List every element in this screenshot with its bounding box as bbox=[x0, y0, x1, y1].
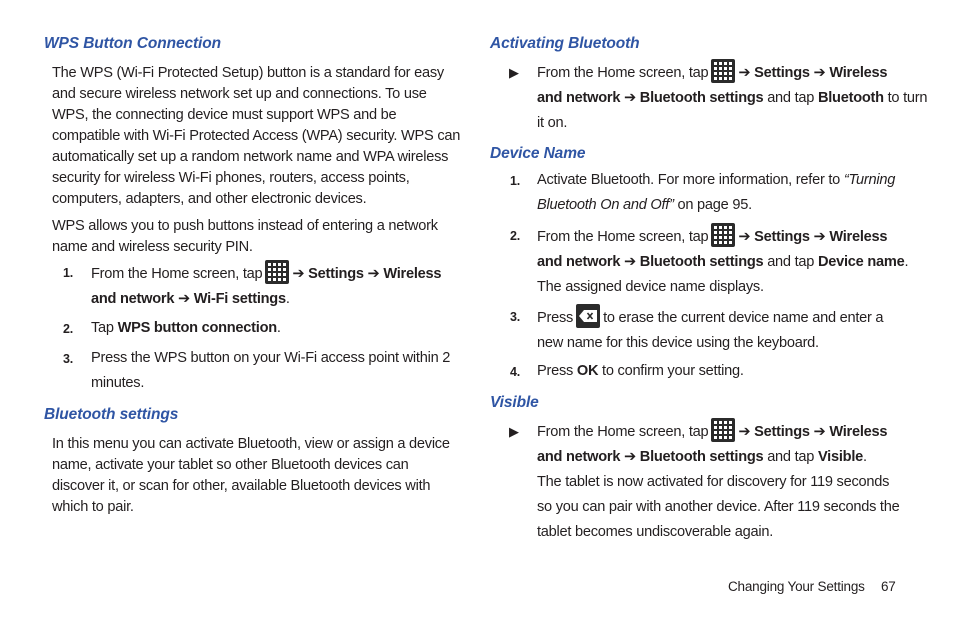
heading-wps-button-connection: WPS Button Connection bbox=[44, 35, 221, 52]
apps-grid-icon bbox=[711, 418, 735, 442]
bullet-arrow-icon: ▶ bbox=[509, 424, 519, 439]
activating-bluetooth-step: ▶ From the Home screen, tap ➔ Settings ➔ Wireless and network ➔ Bluetooth settings and tap Bluetooth to turn it on. bbox=[490, 59, 896, 134]
wps-push-buttons-paragraph: WPS allows you to push buttons instead of entering a network name and wireless security PIN. bbox=[52, 218, 438, 255]
heading-activating-bluetooth: Activating Bluetooth bbox=[490, 35, 640, 52]
heading-bluetooth-settings: Bluetooth settings bbox=[44, 406, 179, 423]
heading-visible: Visible bbox=[490, 394, 539, 411]
wps-step-2: 2. Tap WPS button connection. bbox=[63, 320, 281, 336]
wps-step-1: 1. From the Home screen, tap ➔ Settings ➔ Wireless and network ➔ Wi-Fi settings. bbox=[44, 260, 450, 310]
bullet-arrow-icon: ▶ bbox=[509, 65, 519, 80]
wps-step-3: 3. Press the WPS button on your Wi-Fi access point within 2 minutes. bbox=[63, 350, 451, 391]
bluetooth-settings-paragraph: In this menu you can activate Bluetooth, view or assign a device name, activate your tablet so other Bluetooth devices can discover it, or scan for other, available Bluetooth devices with which to pair. bbox=[52, 436, 450, 515]
device-name-step-2: 2. From the Home screen, tap ➔ Settings ➔ Wireless and network ➔ Bluetooth settings and tap Device name. The assigned device name displays. bbox=[490, 223, 896, 298]
wps-intro-paragraph: The WPS (Wi-Fi Protected Setup) button is a standard for easy and secure wireless network set up and connections. To use WPS, the connecting device must support WPS and be compatible with Wi-Fi Protected Access (WPA) security. WPS can automatically set up a random network name and WPA wireless security for wireless Wi-Fi phones, routers, access points, computers, adapters, and other electronic devices. bbox=[52, 65, 461, 207]
apps-grid-icon bbox=[711, 59, 735, 83]
device-name-step-3: 3. Press to erase the current device name and enter a new name for this device using the keyboard. bbox=[490, 304, 896, 354]
heading-device-name: Device Name bbox=[490, 145, 586, 162]
device-name-step-4: 4. Press OK to confirm your setting. bbox=[510, 363, 744, 379]
apps-grid-icon bbox=[711, 223, 735, 247]
visible-step: ▶ From the Home screen, tap ➔ Settings ➔ Wireless and network ➔ Bluetooth settings and tap Visible. The tablet is now activated for discovery for 119 seconds so you can pair with another device. After 119 seconds the tablet becomes undiscoverable again. bbox=[490, 418, 896, 543]
backspace-icon bbox=[576, 304, 600, 328]
device-name-step-1: 1. Activate Bluetooth. For more information, refer to “Turning Bluetooth On and Off” on page 95. bbox=[510, 172, 896, 213]
apps-grid-icon bbox=[265, 260, 289, 284]
footer-page-number: 67 bbox=[881, 579, 896, 594]
footer-section-title: Changing Your Settings bbox=[728, 579, 865, 594]
